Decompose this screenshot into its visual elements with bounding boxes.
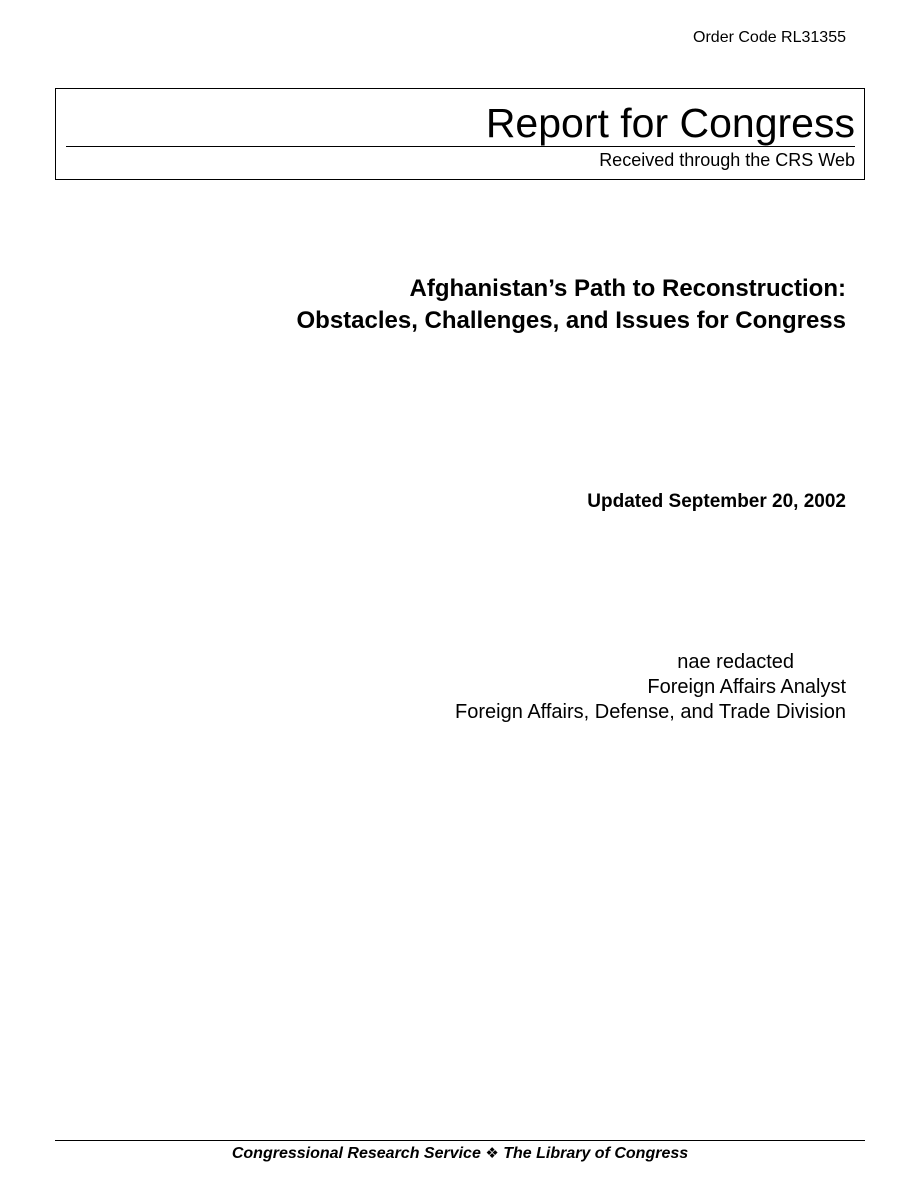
report-title (296, 273, 846, 337)
footer-divider (55, 1140, 865, 1141)
header-divider (66, 146, 855, 147)
author-name: nae redacted (677, 651, 794, 673)
four-petal-diamond-icon: ❖ (485, 1145, 499, 1162)
updated-date: Updated September 20, 2002 (587, 491, 846, 512)
header-subtitle: Received through the CRS Web (599, 150, 855, 170)
footer-crs-label: Congressional Research Service (231, 1145, 481, 1162)
report-title-line-1: Afghanistan’s Path to Reconstruction: (409, 275, 846, 302)
author-block (455, 650, 846, 725)
report-title-line-2: Obstacles, Challenges, and Issues for Congress (296, 307, 846, 334)
report-header-box (55, 88, 865, 180)
footer-loc-label: The Library of Congress (503, 1145, 689, 1162)
footer-attribution (0, 1144, 920, 1164)
author-position: Foreign Affairs Analyst (647, 676, 846, 698)
order-code: Order Code RL31355 (693, 29, 846, 46)
report-for-congress-heading: Report for Congress (485, 100, 855, 146)
author-division: Foreign Affairs, Defense, and Trade Division (455, 701, 846, 723)
